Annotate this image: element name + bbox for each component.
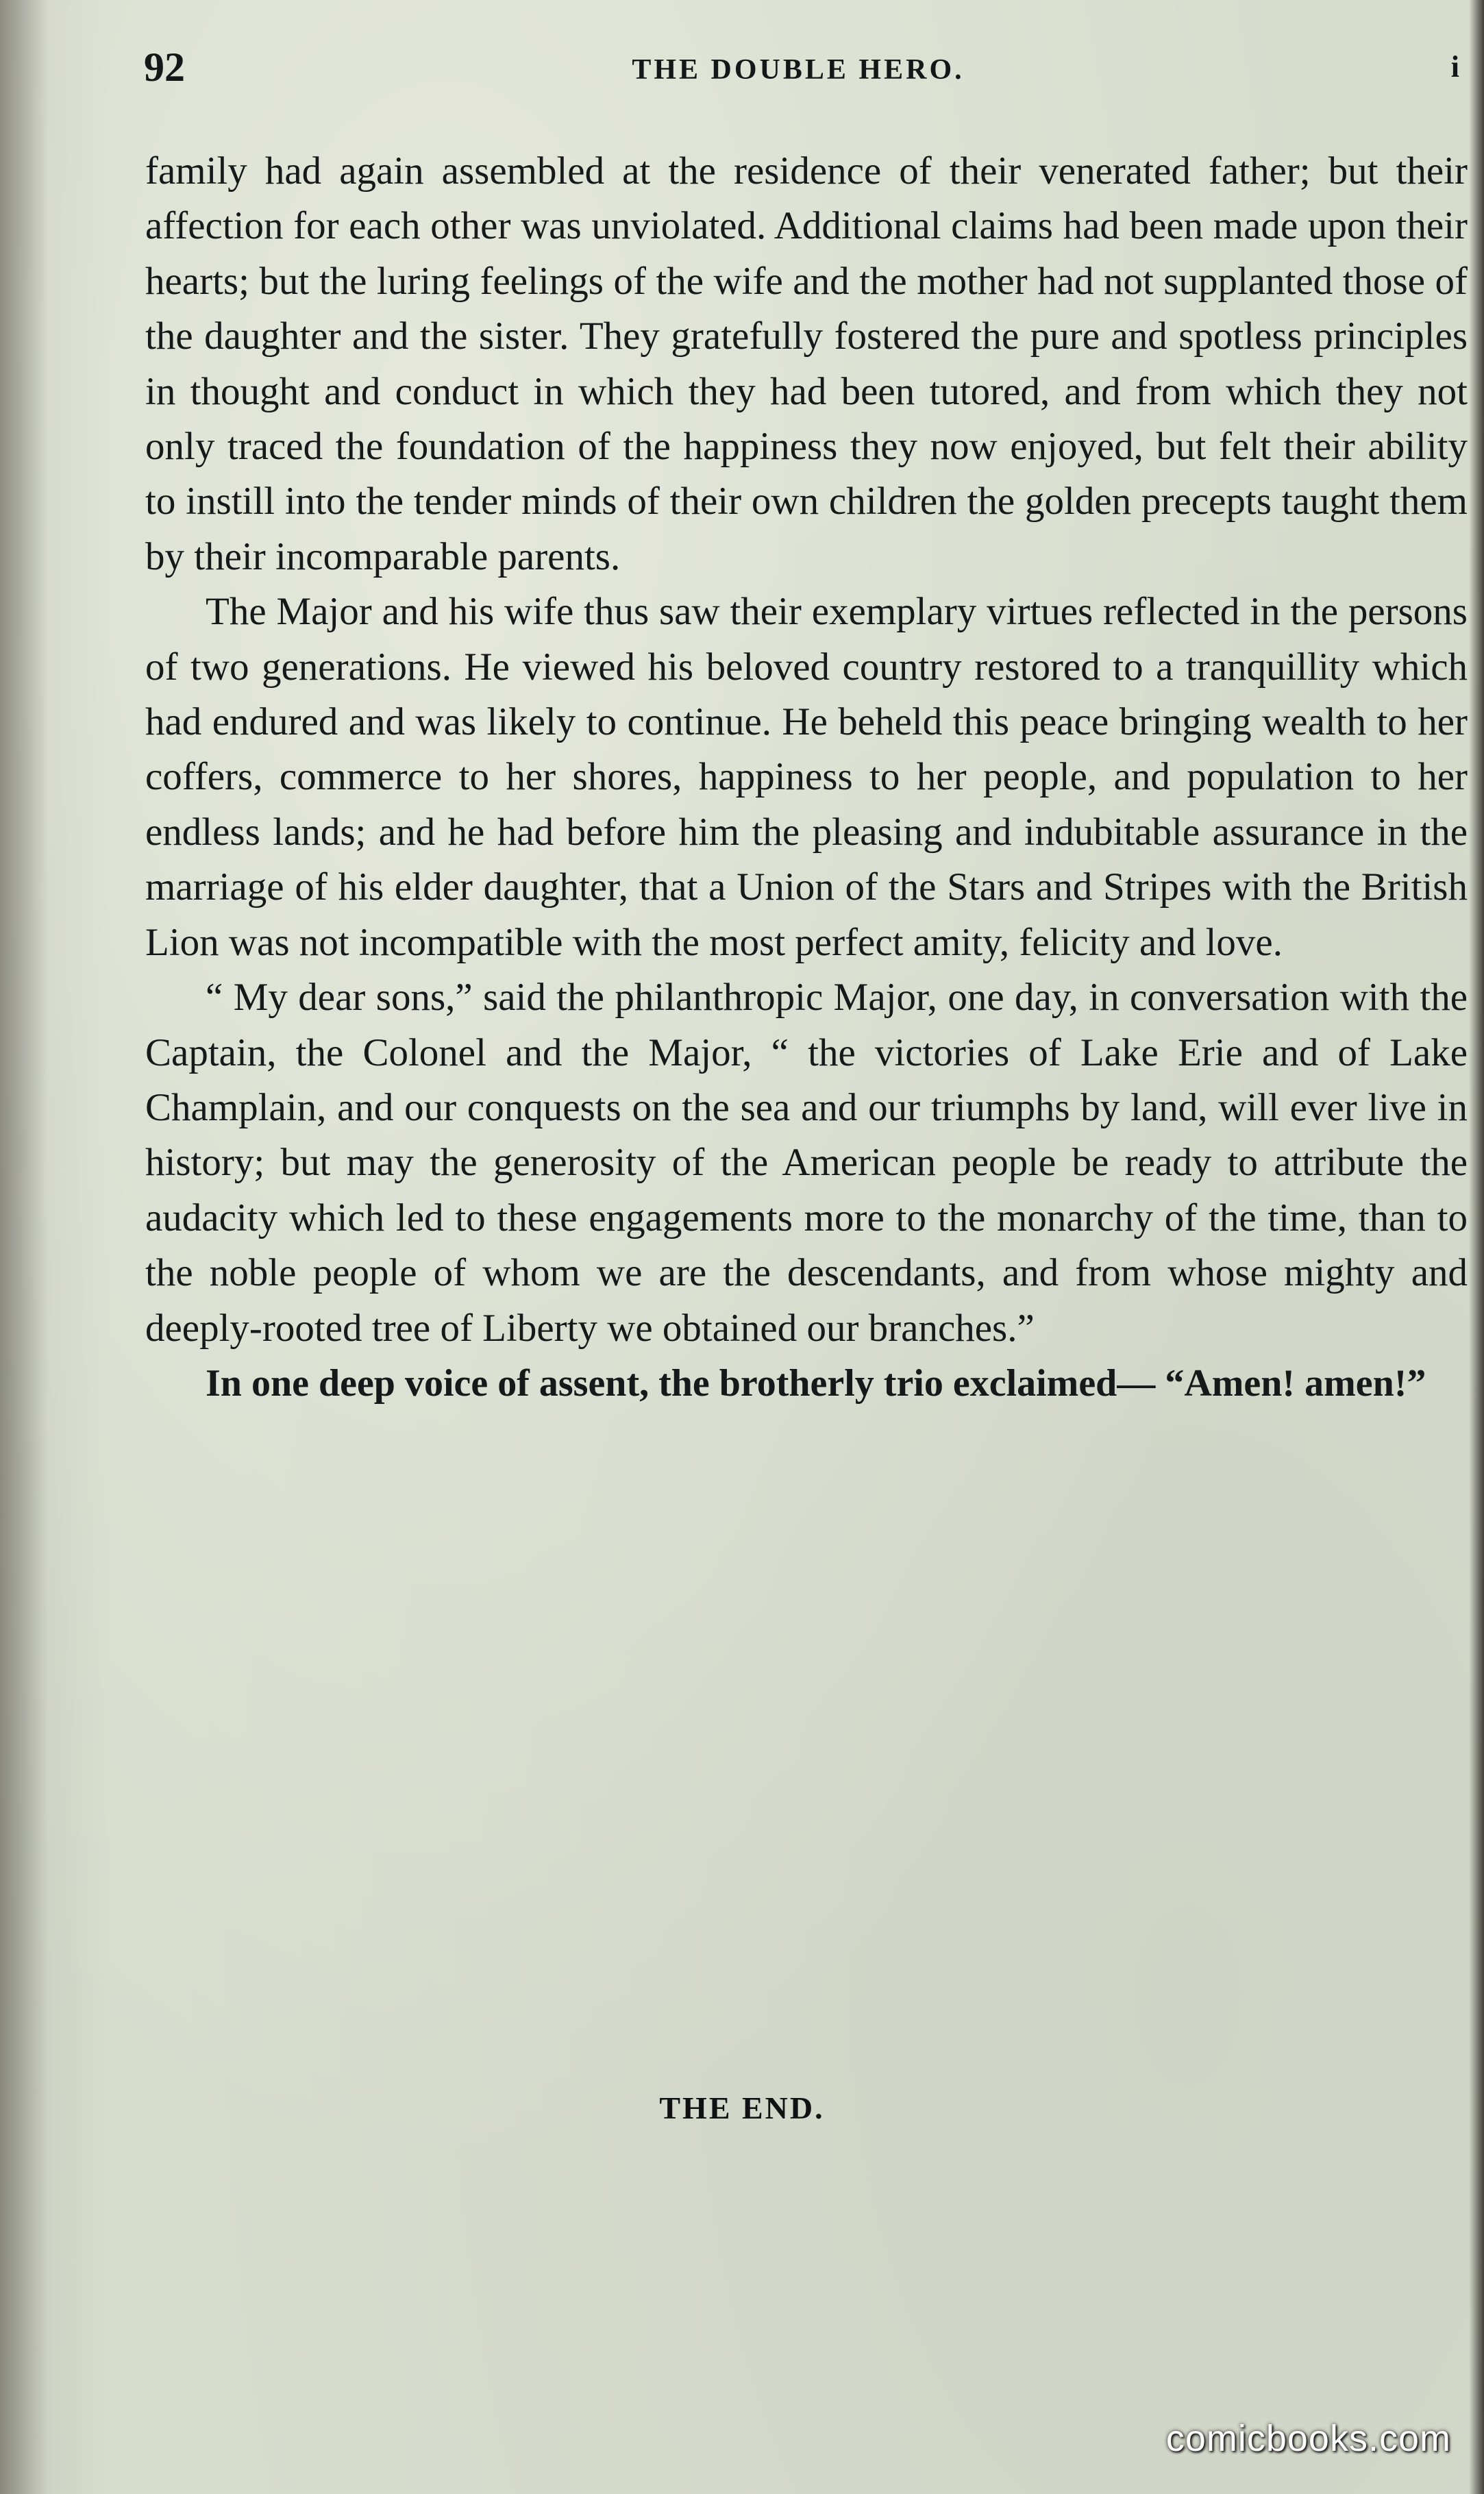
page-edge-shadow — [1469, 0, 1484, 2494]
page-number: 92 — [144, 45, 185, 90]
the-end-label: THE END. — [659, 2090, 825, 2125]
body-text — [145, 144, 1468, 1411]
edge-mark: i — [1450, 50, 1459, 84]
watermark: comicbooks.com — [1165, 2418, 1451, 2459]
paragraph-continuation: family had again assembled at the residence of their venerated father; but their affection for each other was unviolated. Additional claims had been made upon their hearts; but the luring feelings of the wife and the mother had not supplanted those of the daughter and the sister. They gratefully fostered the pure and spotless principles in thought and conduct in which they had been tutored, and from which they not only traced the foundation of the happiness they now enjoyed, but felt their ability to instill into the tender minds of their own children the golden precepts taught them by their incomparable parents. — [145, 149, 1468, 578]
paragraph-major-and-wife: The Major and his wife thus saw their exemplary virtues reflected in the persons of two generations. He viewed his beloved country restored to a tranquillity which had endured and was likely to continue. He beheld this peace bringing wealth to her coffers, commerce to her shores, happiness to her people, and population to her endless lands; and he had before him the pleasing and indubitable assurance in the marriage of his elder daughter, that a Union of the Stars and Stripes with the British Lion was not incompatible with the most perfect amity, felicity and love. — [145, 590, 1468, 964]
running-title: THE DOUBLE HERO. — [632, 54, 965, 86]
page-header — [137, 44, 1459, 106]
paragraph-major-speech: “ My dear sons,” said the philanthropic Major, one day, in conversation with the Captain, the Colonel and the Major, “ the victories of Lake Erie and of Lake Champlain, and our conquests on the sea and our triumphs by land, will ever live in history; but may the generosity of the American people be ready to attribute the audacity which led to these engagements more to the monarchy of the time, than to the noble people of whom we are the descendants, and from whose mighty and deeply-rooted tree of Liberty we obtained our branches.” — [145, 976, 1468, 1350]
paragraph-amen: In one deep voice of assent, the brotherly trio exclaimed— “Amen! amen!” — [206, 1361, 1426, 1405]
